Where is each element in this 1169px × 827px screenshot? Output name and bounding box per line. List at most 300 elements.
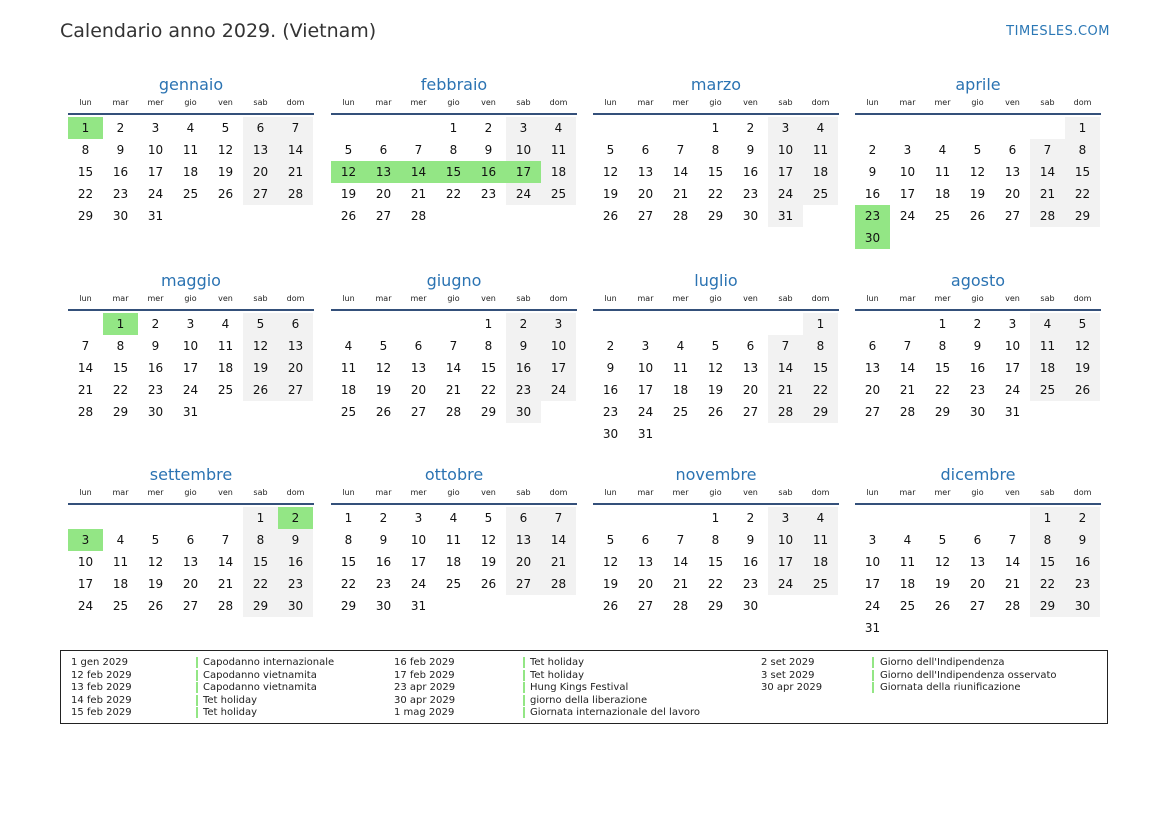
empty-cell [436,313,471,335]
day-cell: 9 [1065,529,1100,551]
day-cell: 24 [768,573,803,595]
weekday-label: sab [1040,98,1055,107]
weekday-label: dom [1073,98,1092,107]
day-cell: 27 [506,573,541,595]
day-cell: 10 [182,339,199,353]
empty-cell [68,313,103,335]
day-cell: 8 [116,339,125,353]
day-cell: 22 [243,573,278,595]
day-cell: 20 [375,187,392,201]
empty-cell [628,313,663,335]
day-cell: 11 [217,339,234,353]
weekday-label: gio [971,294,984,303]
day-cell: 27 [864,405,881,419]
day-cell: 4 [1030,313,1065,335]
weekday-label: gio [447,98,460,107]
day-cell: 13 [182,555,199,569]
day-cell: 23 [480,187,497,201]
weekday-label: sab [778,98,793,107]
holiday-date: 14 feb 2029 [71,694,132,706]
day-cell: 7 [414,143,423,157]
day-cell: 10 [768,529,803,551]
day-cell: 31 [410,599,427,613]
holiday-day-cell: 30 [855,227,890,249]
day-cell: 18 [803,161,838,183]
holiday-day-cell: 2 [278,507,313,529]
weekday-header [331,486,577,505]
empty-cell [925,117,960,139]
day-cell: 5 [379,339,388,353]
day-cell: 29 [340,599,357,613]
day-cell: 20 [637,577,654,591]
holiday-marker [196,682,198,693]
holiday-dates-col2 [394,657,455,720]
day-cell: 18 [445,555,462,569]
weekday-label: ven [743,294,758,303]
weekday-label: sab [778,488,793,497]
day-cell: 15 [340,555,357,569]
day-cell: 26 [375,405,392,419]
day-cell: 14 [1004,555,1021,569]
holiday-name: Capodanno vietnamita [203,682,317,693]
weekday-label: ven [1005,98,1020,107]
month-marzo [593,74,839,227]
day-cell: 30 [147,405,164,419]
day-cell: 18 [112,577,129,591]
holiday-names-col1 [203,657,334,720]
weekday-label: lun [866,98,879,107]
day-cell: 12 [243,335,278,357]
day-cell: 15 [77,165,94,179]
day-cell: 13 [637,555,654,569]
day-cell: 8 [938,339,947,353]
day-cell: 25 [899,599,916,613]
holiday-marker [523,682,525,693]
day-cell: 7 [221,533,230,547]
day-cell: 25 [803,573,838,595]
day-cell: 26 [243,379,278,401]
day-cell: 7 [676,533,685,547]
weekday-label: mar [112,488,129,497]
holiday-names-col3 [880,657,1057,695]
weekday-label: mer [410,294,427,303]
day-cell: 9 [484,143,493,157]
day-cell: 21 [768,379,803,401]
day-cell: 16 [742,555,759,569]
day-cell: 22 [1065,183,1100,205]
day-cell: 21 [445,383,462,397]
empty-cell [855,117,890,139]
day-cell: 9 [116,143,125,157]
day-cell: 30 [742,599,759,613]
empty-cell [628,117,663,139]
holiday-name: Hung Kings Festival [530,682,629,693]
day-cell: 13 [506,529,541,551]
day-cell: 9 [606,361,615,375]
day-cell: 25 [672,405,689,419]
day-cell: 19 [217,165,234,179]
day-cell: 17 [182,361,199,375]
day-cell: 25 [803,183,838,205]
empty-cell [890,507,925,529]
day-cell: 5 [606,143,615,157]
day-cell: 24 [864,599,881,613]
day-cell: 5 [973,143,982,157]
day-cell: 7 [768,335,803,357]
day-cell: 15 [707,555,724,569]
month-febbraio [331,74,577,227]
weekday-label: mar [375,488,392,497]
month-luglio [593,270,839,445]
weekday-label: lun [866,294,879,303]
day-cell: 19 [602,577,619,591]
day-cell: 26 [969,209,986,223]
weekday-header [331,96,577,115]
day-cell: 6 [746,339,755,353]
weekday-label: dom [1073,294,1092,303]
weekday-label: lun [342,294,355,303]
weekday-header [331,292,577,311]
holiday-marker [872,682,874,693]
day-cell: 29 [480,405,497,419]
weekday-header [593,292,839,311]
day-cell: 22 [445,187,462,201]
day-cell: 18 [803,551,838,573]
brand-link[interactable]: TIMESLES.COM [1006,24,1110,39]
day-cell: 14 [672,555,689,569]
day-cell: 12 [217,143,234,157]
day-cell: 24 [182,383,199,397]
day-cell: 13 [1004,165,1021,179]
day-cell: 20 [969,577,986,591]
day-cell: 2 [746,121,755,135]
day-cell: 27 [1004,209,1021,223]
day-cell: 8 [1065,139,1100,161]
month-title: agosto [950,271,1006,290]
day-cell: 29 [112,405,129,419]
day-cell: 7 [449,339,458,353]
empty-cell [1030,117,1065,139]
day-cell: 27 [243,183,278,205]
day-cell: 21 [899,383,916,397]
day-cell: 6 [506,507,541,529]
day-cell: 11 [803,529,838,551]
day-cell: 2 [1065,507,1100,529]
day-cell: 28 [768,401,803,423]
day-cell: 31 [864,621,881,635]
day-cell: 5 [1065,313,1100,335]
day-cell: 9 [746,533,755,547]
day-cell: 12 [602,555,619,569]
empty-cell [593,117,628,139]
day-cell: 19 [969,187,986,201]
day-grid [331,117,576,227]
day-cell: 27 [375,209,392,223]
weekday-label: ven [218,488,233,497]
weekday-header [68,96,314,115]
weekday-label: gio [447,488,460,497]
day-cell: 21 [1004,577,1021,591]
day-cell: 27 [182,599,199,613]
weekday-label: lun [79,488,92,497]
day-cell: 12 [375,361,392,375]
empty-cell [173,507,208,529]
holiday-day-cell: 1 [103,313,138,335]
day-cell: 21 [410,187,427,201]
month-agosto [855,270,1101,423]
day-cell: 18 [340,383,357,397]
weekday-label: mar [112,98,129,107]
empty-cell [593,507,628,529]
day-cell: 22 [1030,573,1065,595]
day-cell: 30 [278,595,313,617]
day-cell: 23 [506,379,541,401]
weekday-label: mar [899,294,916,303]
weekday-label: lun [604,488,617,497]
day-cell: 15 [1030,551,1065,573]
day-cell: 23 [1065,573,1100,595]
day-cell: 14 [445,361,462,375]
weekday-label: mar [112,294,129,303]
holiday-date: 30 apr 2029 [394,694,456,706]
month-title: ottobre [424,465,484,484]
day-cell: 8 [711,143,720,157]
day-cell: 23 [602,405,619,419]
day-cell: 21 [541,551,576,573]
empty-cell [855,313,890,335]
day-cell: 22 [803,379,838,401]
day-cell: 3 [768,507,803,529]
holiday-date: 17 feb 2029 [394,669,455,681]
day-cell: 20 [278,357,313,379]
day-cell: 21 [278,161,313,183]
holiday-name: Giorno dell'Indipendenza [880,657,1005,668]
day-cell: 14 [217,555,234,569]
weekday-header [855,96,1101,115]
day-cell: 4 [221,317,230,331]
weekday-label: dom [286,488,305,497]
day-cell: 3 [506,117,541,139]
holiday-day-cell: 23 [855,205,890,227]
day-cell: 3 [641,339,650,353]
weekday-label: gio [971,488,984,497]
weekday-label: sab [516,294,531,303]
holiday-day-cell: 13 [366,161,401,183]
day-cell: 28 [77,405,94,419]
day-cell: 25 [182,187,199,201]
empty-cell [401,117,436,139]
weekday-label: mer [410,488,427,497]
holiday-name: Tet holiday [530,669,585,681]
day-cell: 1 [344,511,353,525]
day-grid [855,313,1100,423]
day-cell: 6 [641,533,650,547]
day-cell: 10 [77,555,94,569]
holiday-day-cell: 1 [68,117,103,139]
day-cell: 9 [151,339,160,353]
day-cell: 16 [864,187,881,201]
day-cell: 13 [243,139,278,161]
day-cell: 27 [637,209,654,223]
day-cell: 3 [868,533,877,547]
day-cell: 29 [77,209,94,223]
day-cell: 25 [217,383,234,397]
day-cell: 29 [803,401,838,423]
day-cell: 9 [746,143,755,157]
weekday-label: lun [604,294,617,303]
day-cell: 16 [112,165,129,179]
day-cell: 18 [672,383,689,397]
weekday-label: sab [516,488,531,497]
day-cell: 11 [445,533,462,547]
day-cell: 13 [969,555,986,569]
day-cell: 17 [864,577,881,591]
day-cell: 11 [541,139,576,161]
weekday-label: dom [811,294,830,303]
day-cell: 21 [1030,183,1065,205]
day-cell: 30 [112,209,129,223]
day-cell: 9 [506,335,541,357]
day-cell: 3 [768,117,803,139]
weekday-label: dom [286,98,305,107]
day-cell: 21 [217,577,234,591]
weekday-label: mar [899,488,916,497]
empty-cell [960,507,995,529]
day-cell: 4 [803,507,838,529]
weekday-header [855,292,1101,311]
holiday-date: 15 feb 2029 [71,707,132,718]
weekday-label: ven [1005,488,1020,497]
holiday-marker [196,695,198,706]
day-cell: 13 [742,361,759,375]
day-cell: 30 [602,427,619,441]
day-cell: 31 [182,405,199,419]
day-cell: 2 [506,313,541,335]
day-cell: 2 [606,339,615,353]
day-cell: 24 [410,577,427,591]
day-cell: 21 [672,187,689,201]
day-cell: 3 [541,313,576,335]
holiday-name: Tet holiday [530,657,585,668]
day-cell: 19 [147,577,164,591]
day-cell: 23 [969,383,986,397]
day-grid [855,117,1100,249]
day-cell: 25 [445,577,462,591]
weekday-label: mar [637,294,654,303]
holiday-date: 30 apr 2029 [761,682,823,693]
day-cell: 5 [151,533,160,547]
holiday-name: Tet holiday [203,694,258,706]
empty-cell [890,117,925,139]
day-cell: 1 [711,121,720,135]
day-cell: 8 [81,143,90,157]
empty-cell [138,507,173,529]
weekday-label: dom [286,294,305,303]
empty-cell [68,507,103,529]
day-cell: 27 [278,379,313,401]
day-cell: 6 [1008,143,1017,157]
month-ottobre [331,464,577,617]
day-cell: 20 [864,383,881,397]
day-cell: 20 [243,161,278,183]
weekday-label: ven [481,98,496,107]
day-cell: 25 [340,405,357,419]
holiday-date: 2 set 2029 [761,657,815,668]
day-cell: 1 [1030,507,1065,529]
day-cell: 17 [77,577,94,591]
day-cell: 17 [1004,361,1021,375]
day-cell: 26 [934,599,951,613]
page-title: Calendario anno 2029. (Vietnam) [60,20,377,42]
day-grid [855,507,1100,639]
day-cell: 19 [480,555,497,569]
day-cell: 2 [868,143,877,157]
month-title: settembre [149,465,233,484]
empty-cell [366,117,401,139]
day-cell: 8 [711,533,720,547]
day-cell: 18 [934,187,951,201]
weekday-label: mer [934,488,951,497]
day-cell: 8 [484,339,493,353]
holiday-date: 16 feb 2029 [394,657,455,668]
day-cell: 25 [934,209,951,223]
day-cell: 1 [711,511,720,525]
day-cell: 4 [903,533,912,547]
day-cell: 2 [973,317,982,331]
day-grid [331,507,576,617]
day-cell: 15 [934,361,951,375]
day-cell: 18 [217,361,234,375]
weekday-label: gio [709,98,722,107]
empty-cell [331,313,366,335]
day-cell: 16 [278,551,313,573]
holiday-markers-col3 [872,657,874,695]
day-cell: 4 [938,143,947,157]
day-cell: 30 [742,209,759,223]
day-cell: 6 [414,339,423,353]
day-cell: 24 [541,379,576,401]
day-cell: 11 [340,361,357,375]
day-cell: 12 [1065,335,1100,357]
day-cell: 3 [414,511,423,525]
day-cell: 10 [506,139,541,161]
day-cell: 29 [934,405,951,419]
weekday-label: sab [253,488,268,497]
weekday-header [593,96,839,115]
weekday-label: mer [672,98,689,107]
day-cell: 7 [676,143,685,157]
day-cell: 11 [899,555,916,569]
day-grid [593,117,838,227]
day-cell: 17 [768,551,803,573]
empty-cell [733,313,768,335]
day-cell: 22 [707,577,724,591]
holiday-date: 3 set 2029 [761,669,815,681]
weekday-label: sab [253,294,268,303]
day-cell: 12 [147,555,164,569]
holiday-marker [196,670,198,681]
day-cell: 9 [868,165,877,179]
month-gennaio [68,74,314,227]
day-cell: 16 [1065,551,1100,573]
holiday-legend [60,650,1108,724]
day-cell: 10 [410,533,427,547]
empty-cell [401,313,436,335]
holiday-dates-col1 [71,657,132,720]
holiday-marker [523,670,525,681]
day-cell: 8 [449,143,458,157]
day-grid [331,313,576,423]
